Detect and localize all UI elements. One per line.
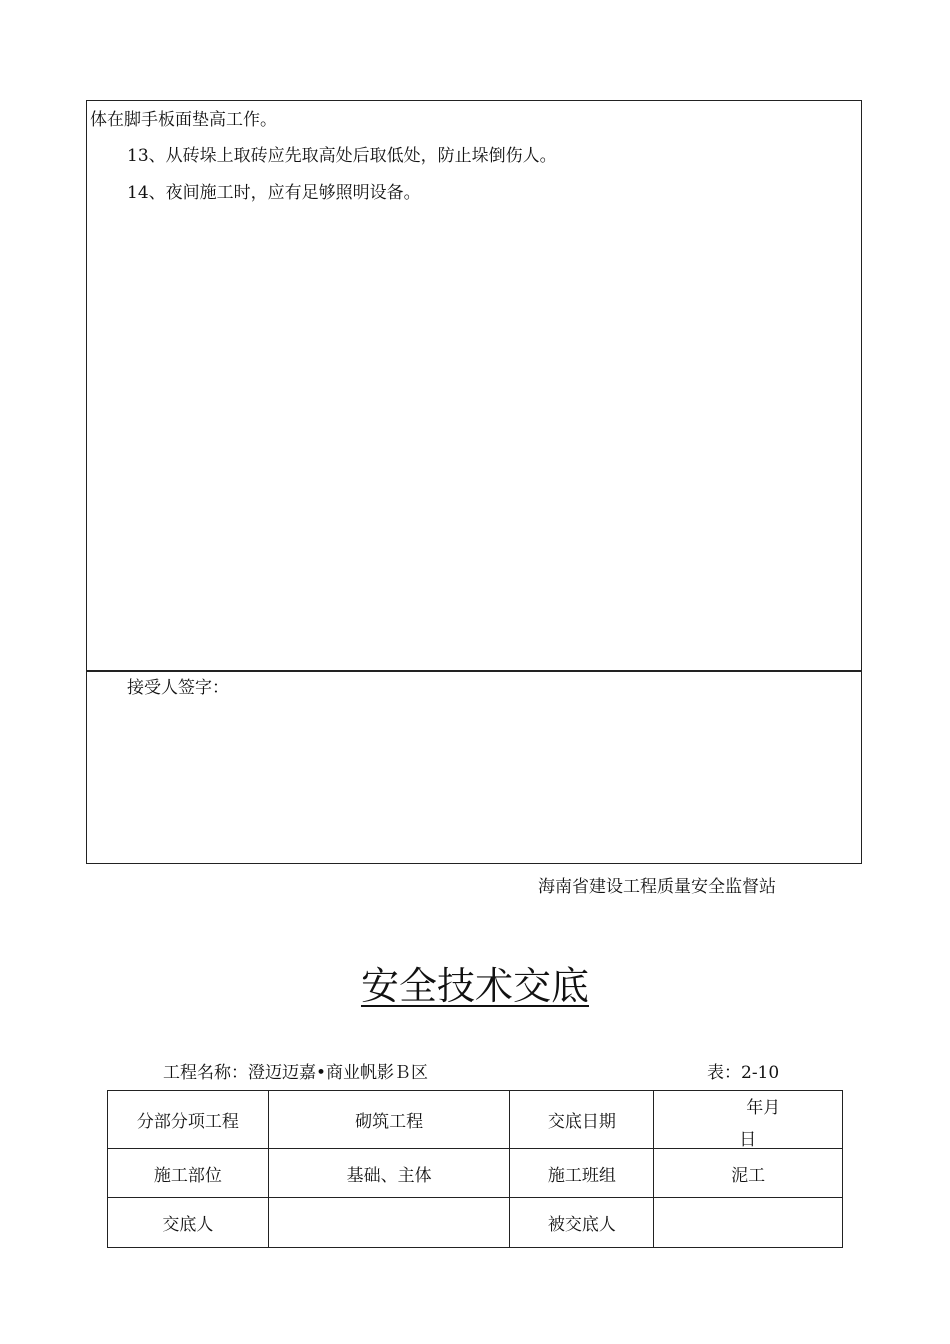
date-year-month: 年月 bbox=[746, 1098, 781, 1118]
value-briefed-person bbox=[654, 1198, 843, 1248]
label-briefed-person: 被交底人 bbox=[510, 1198, 654, 1248]
form-number: 表：2-10 bbox=[707, 1063, 780, 1083]
table-row bbox=[108, 1091, 843, 1149]
table-row bbox=[108, 1198, 843, 1248]
document-title-text: 安全技术交底 bbox=[360, 964, 589, 1008]
value-construction-part: 基础、主体 bbox=[268, 1149, 510, 1198]
value-subproject: 砌筑工程 bbox=[268, 1091, 510, 1149]
content-line-2: 13、从砖垛上取砖应先取高处后取低处，防止垛倒伤人。 bbox=[127, 146, 557, 166]
content-line-1: 体在脚手板面垫高工作。 bbox=[90, 110, 277, 130]
signature-label: 接受人签字： bbox=[127, 678, 229, 698]
label-briefer: 交底人 bbox=[108, 1198, 269, 1248]
document-title bbox=[0, 962, 950, 1010]
label-handover-date: 交底日期 bbox=[510, 1091, 654, 1149]
footer-organization: 海南省建设工程质量安全监督站 bbox=[538, 877, 776, 897]
content-line-3: 14、夜间施工时，应有足够照明设备。 bbox=[127, 183, 421, 203]
project-name: 工程名称：澄迈迈嘉•商业帆影Ｂ区 bbox=[163, 1063, 429, 1083]
label-subproject: 分部分项工程 bbox=[108, 1091, 269, 1149]
signature-box bbox=[86, 670, 862, 864]
label-work-team: 施工班组 bbox=[510, 1149, 654, 1198]
value-handover-date bbox=[654, 1091, 843, 1149]
info-table bbox=[107, 1090, 843, 1248]
table-row bbox=[108, 1149, 843, 1198]
date-day: 日 bbox=[739, 1130, 757, 1150]
label-construction-part: 施工部位 bbox=[108, 1149, 269, 1198]
value-work-team: 泥工 bbox=[654, 1149, 843, 1198]
value-briefer bbox=[268, 1198, 510, 1248]
